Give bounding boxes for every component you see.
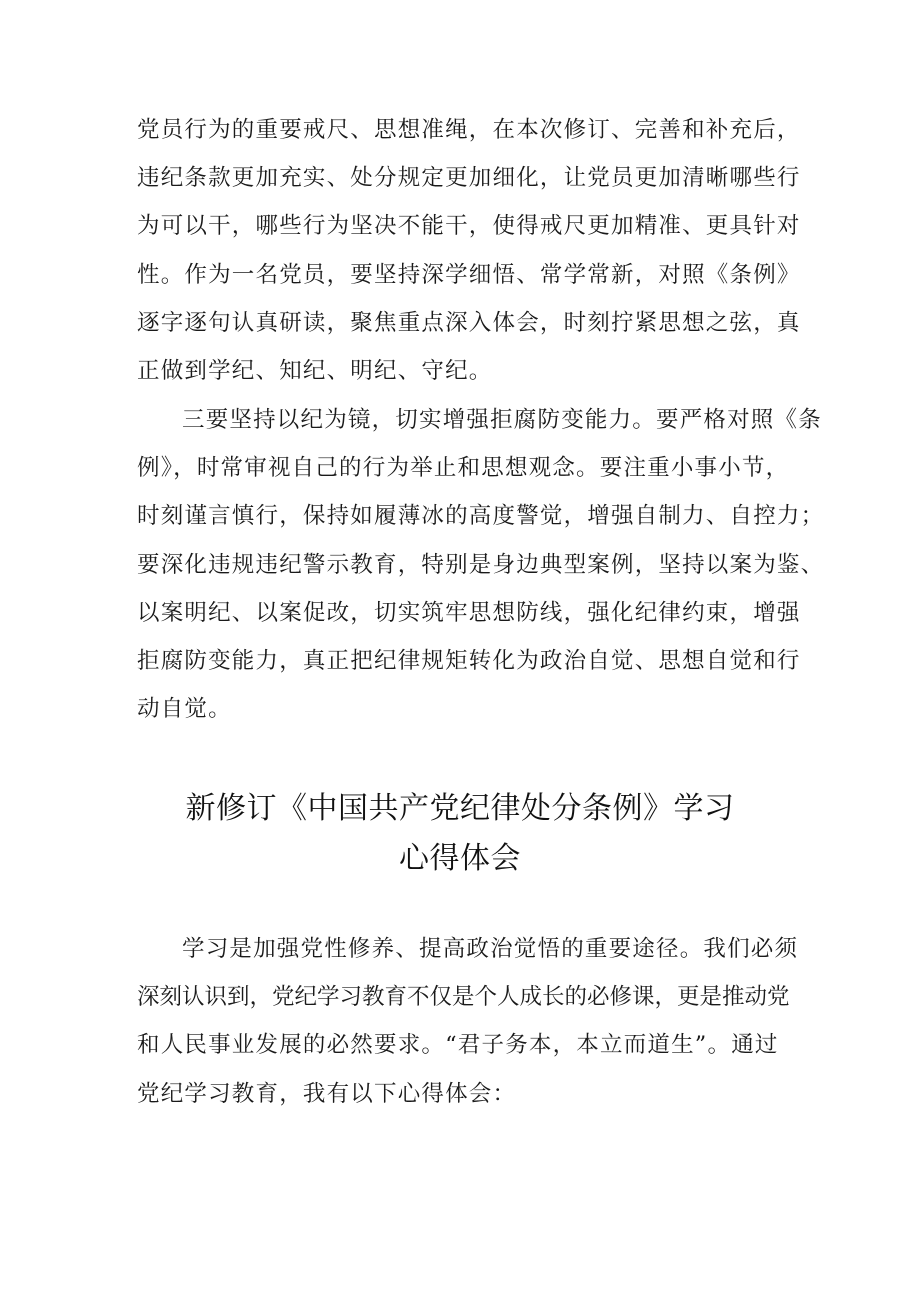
article-title-line-1: 新修订《中国共产党纪律处分条例》学习 <box>185 791 735 826</box>
text-line: 性。作为一名党员，要坚持深学细悟、常学常新，对照《条例》 <box>137 261 801 288</box>
paragraph-continued <box>137 106 801 395</box>
text-line: 三要坚持以纪为镜，切实增强拒腐防变能力。要严格对照《条 <box>182 407 822 433</box>
article-title-line-2: 心得体会 <box>399 841 521 876</box>
text-line: 党纪学习教育，我有以下心得体会： <box>137 1080 517 1107</box>
text-line: 学习是加强党性修养、提高政治觉悟的重要途径。我们必须 <box>182 936 799 962</box>
text-line: 正做到学纪、知纪、明纪、守纪。 <box>137 357 493 384</box>
text-line: 深刻认识到，党纪学习教育不仅是个人成长的必修课，更是推动党 <box>137 984 790 1011</box>
paragraph-point-three <box>137 396 825 733</box>
text-line: 和人民事业发展的必然要求。“君子务本，本立而道生”。通过 <box>137 1032 779 1059</box>
text-line: 时刻谨言慎行，保持如履薄冰的高度警觉，增强自制力、自控力； <box>137 503 825 530</box>
text-line: 为可以干，哪些行为坚决不能干，使得戒尺更加精准、更具针对 <box>137 213 801 240</box>
article-title <box>0 784 920 884</box>
text-line: 逐字逐句认真研读，聚焦重点深入体会，时刻拧紧思想之弦，真 <box>137 309 801 336</box>
paragraph-intro <box>137 925 797 1118</box>
text-line: 以案明纪、以案促改，切实筑牢思想防线，强化纪律约束，增强 <box>137 599 801 626</box>
text-line: 要深化违规违纪警示教育，特别是身边典型案例，坚持以案为鉴、 <box>137 551 825 578</box>
text-line: 违纪条款更加充实、处分规定更加细化，让党员更加清晰哪些行 <box>137 165 801 192</box>
text-line: 党员行为的重要戒尺、思想准绳，在本次修订、完善和补充后， <box>137 117 801 143</box>
text-line: 例》，时常审视自己的行为举止和思想观念。要注重小事小节， <box>137 455 790 482</box>
text-line: 动自觉。 <box>137 696 232 723</box>
text-line: 拒腐防变能力，真正把纪律规矩转化为政治自觉、思想自觉和行 <box>137 647 801 674</box>
